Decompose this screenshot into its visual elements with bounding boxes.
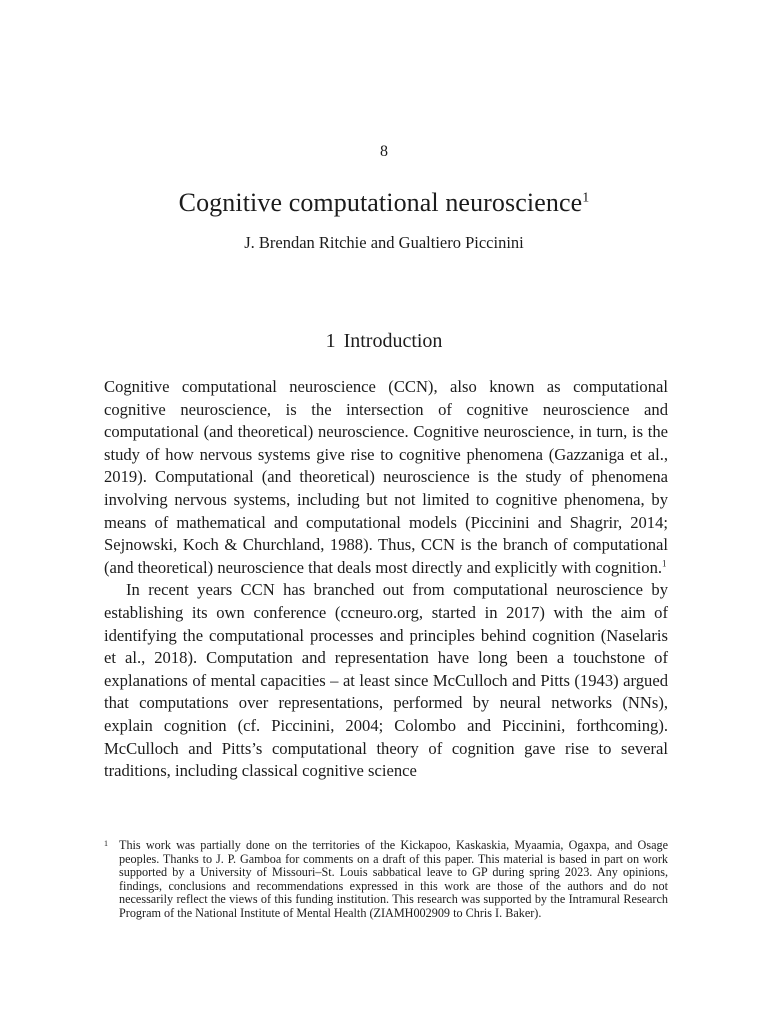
footnote-reference[interactable]: 1 (582, 190, 590, 206)
paragraph: In recent years CCN has branched out from computational neuroscience by establishing its own conference (ccneuro.org, started in 2017) with the aim of identifying the computational processes and principles behind cognition (Naselaris et al., 2018). Computation and representation have long been a touchstone of explanations of mental capacities – at least since McCulloch and Pitts (1943) argued that computations over representations, performed by neural networks (NNs), explain cognition (cf. Piccinini, 2004; Colombo and Piccinini, forthcoming). McCulloch and Pitts’s computational theory of cognition gave rise to several traditions, including classical cognitive science (104, 580, 668, 781)
footnote-text: This work was partially done on the territories of the Kickapoo, Kaskaskia, Myaamia, Ogaxpa, and Osage peoples. Thanks to J. P. Gamboa for comments on a draft of this paper. This material is based in part on work supported by a University of Missouri–St. Louis sabbatical leave to GP during spring 2023. Any opinions, findings, conclusions and recommendations expressed in this work are those of the authors and do not necessarily reflect the views of this funding institution. This research was supported by the Intramural Research Program of the National Institute of Mental Health (ZIAMH002909 to Chris I. Baker). (119, 838, 668, 920)
chapter-authors: J. Brendan Ritchie and Gualtiero Piccinini (244, 233, 524, 252)
chapter-title-text: Cognitive computational neuroscience (178, 188, 583, 217)
section-title: Introduction (343, 330, 443, 352)
section-number: 1 (325, 330, 336, 352)
paragraph-text: Cognitive computational neuroscience (CCN), also known as computational cognitive neuroscience, is the intersection of cognitive neuroscience and computational (and theoretical) neuroscience. Cognitive neuroscience, in turn, is the study of how nervous systems give rise to cognitive phenomena (Gazzaniga et al., 2019). Computational (and theoretical) neuroscience is the study of phenomena involving nervous systems, including but not limited to cognitive phenomena, by means of mathematical and computational models (Piccinini and Shagrir, 2014; Sejnowski, Koch & Churchland, 1988). Thus, CCN is the branch of computational (and theoretical) neuroscience that deals most directly and explicitly with cognition. (104, 377, 668, 577)
footnote-reference[interactable]: 1 (662, 558, 667, 569)
chapter-number: 8 (380, 143, 388, 160)
paragraph (104, 376, 668, 579)
body-text (104, 376, 668, 783)
chapter-title (0, 188, 768, 218)
footnote (104, 839, 668, 921)
section-heading (0, 330, 768, 353)
footnote-mark: 1 (104, 839, 108, 848)
